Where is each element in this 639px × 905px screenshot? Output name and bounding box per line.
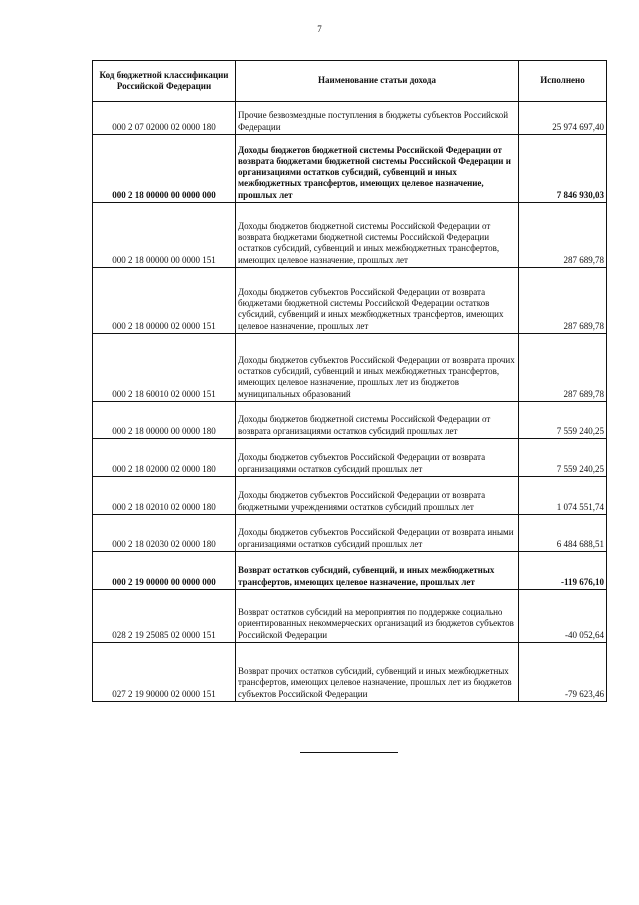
cell-code: 027 2 19 90000 02 0000 151: [93, 643, 236, 702]
table-row: [93, 643, 607, 702]
cell-amount: -40 052,64: [519, 590, 607, 643]
cell-amount: 6 484 688,51: [519, 515, 607, 552]
cell-name: Прочие безвозмездные поступления в бюджеты субъектов Российской Федерации: [236, 102, 519, 135]
cell-code: 000 2 18 00000 00 0000 180: [93, 402, 236, 439]
header-code: Код бюджетной классификации Российской Федерации: [93, 61, 236, 102]
cell-code: 000 2 18 00000 02 0000 151: [93, 268, 236, 334]
cell-code: 000 2 18 02000 02 0000 180: [93, 439, 236, 477]
cell-name: Доходы бюджетов субъектов Российской Федерации от возврата прочих остатков субсидий, субвенций и иных межбюджетных трансфертов, имеющих целевое назначение, прошлых лет из бюджетов муниципальных образований: [236, 334, 519, 402]
cell-amount: 1 074 551,74: [519, 477, 607, 515]
cell-code: 000 2 07 02000 02 0000 180: [93, 102, 236, 135]
table-row: [93, 402, 607, 439]
page-number: 7: [317, 24, 322, 34]
table-row: [93, 439, 607, 477]
cell-name: Доходы бюджетов субъектов Российской Федерации от возврата иными организациями остатков субсидий прошлых лет: [236, 515, 519, 552]
cell-amount: -79 623,46: [519, 643, 607, 702]
table-row: [93, 203, 607, 268]
cell-name: Доходы бюджетов субъектов Российской Федерации от возврата бюджетными учреждениями остатков субсидий прошлых лет: [236, 477, 519, 515]
cell-amount: 7 846 930,03: [519, 135, 607, 203]
header-name: Наименование статьи дохода: [236, 61, 519, 102]
table-row: [93, 102, 607, 135]
cell-code: 000 2 18 00000 00 0000 000: [93, 135, 236, 203]
cell-amount: 25 974 697,40: [519, 102, 607, 135]
cell-amount: 287 689,78: [519, 203, 607, 268]
cell-name: Доходы бюджетов бюджетной системы Российской Федерации от возврата бюджетами бюджетной системы Российской Федерации и организациями остатков субсидий, субвенций и иных межбюджетных трансфертов, имеющих целевое назначение, прошлых лет: [236, 135, 519, 203]
cell-code: 000 2 18 60010 02 0000 151: [93, 334, 236, 402]
cell-name: Доходы бюджетов субъектов Российской Федерации от возврата бюджетами бюджетной системы Российской Федерации остатков субсидий, субвенций и иных межбюджетных трансфертов, имеющих целевое назначение, прошлых лет: [236, 268, 519, 334]
table-row: [93, 552, 607, 590]
cell-name: Доходы бюджетов бюджетной системы Российской Федерации от возврата организациями остатков субсидий прошлых лет: [236, 402, 519, 439]
cell-code: 000 2 19 00000 00 0000 000: [93, 552, 236, 590]
cell-amount: 287 689,78: [519, 268, 607, 334]
cell-name: Возврат остатков субсидий на мероприятия по поддержке социально ориентированных некоммерческих организаций из бюджетов субъектов Российской Федерации: [236, 590, 519, 643]
table-body: [93, 102, 607, 702]
table-row: [93, 515, 607, 552]
cell-name: Доходы бюджетов субъектов Российской Федерации от возврата организациями остатков субсидий прошлых лет: [236, 439, 519, 477]
header-amount: Исполнено: [519, 61, 607, 102]
cell-name: Возврат остатков субсидий, субвенций, и иных межбюджетных трансфертов, имеющих целевое назначение, прошлых лет: [236, 552, 519, 590]
table-row: [93, 477, 607, 515]
table-row: [93, 590, 607, 643]
cell-amount: -119 676,10: [519, 552, 607, 590]
table-row: [93, 334, 607, 402]
cell-code: 028 2 19 25085 02 0000 151: [93, 590, 236, 643]
cell-name: Доходы бюджетов бюджетной системы Российской Федерации от возврата бюджетами бюджетной системы Российской Федерации остатков субсидий, субвенций и иных межбюджетных трансфертов, имеющих целевое назначение, прошлых лет: [236, 203, 519, 268]
cell-code: 000 2 18 02030 02 0000 180: [93, 515, 236, 552]
table-row: [93, 135, 607, 203]
cell-amount: 287 689,78: [519, 334, 607, 402]
revenue-table: [92, 60, 607, 702]
cell-code: 000 2 18 02010 02 0000 180: [93, 477, 236, 515]
cell-amount: 7 559 240,25: [519, 402, 607, 439]
table-header-row: [93, 61, 607, 102]
signature-line: [300, 752, 398, 753]
table-row: [93, 268, 607, 334]
cell-amount: 7 559 240,25: [519, 439, 607, 477]
cell-name: Возврат прочих остатков субсидий, субвенций и иных межбюджетных трансфертов, имеющих целевое назначение, прошлых лет из бюджетов субъектов Российской Федерации: [236, 643, 519, 702]
cell-code: 000 2 18 00000 00 0000 151: [93, 203, 236, 268]
